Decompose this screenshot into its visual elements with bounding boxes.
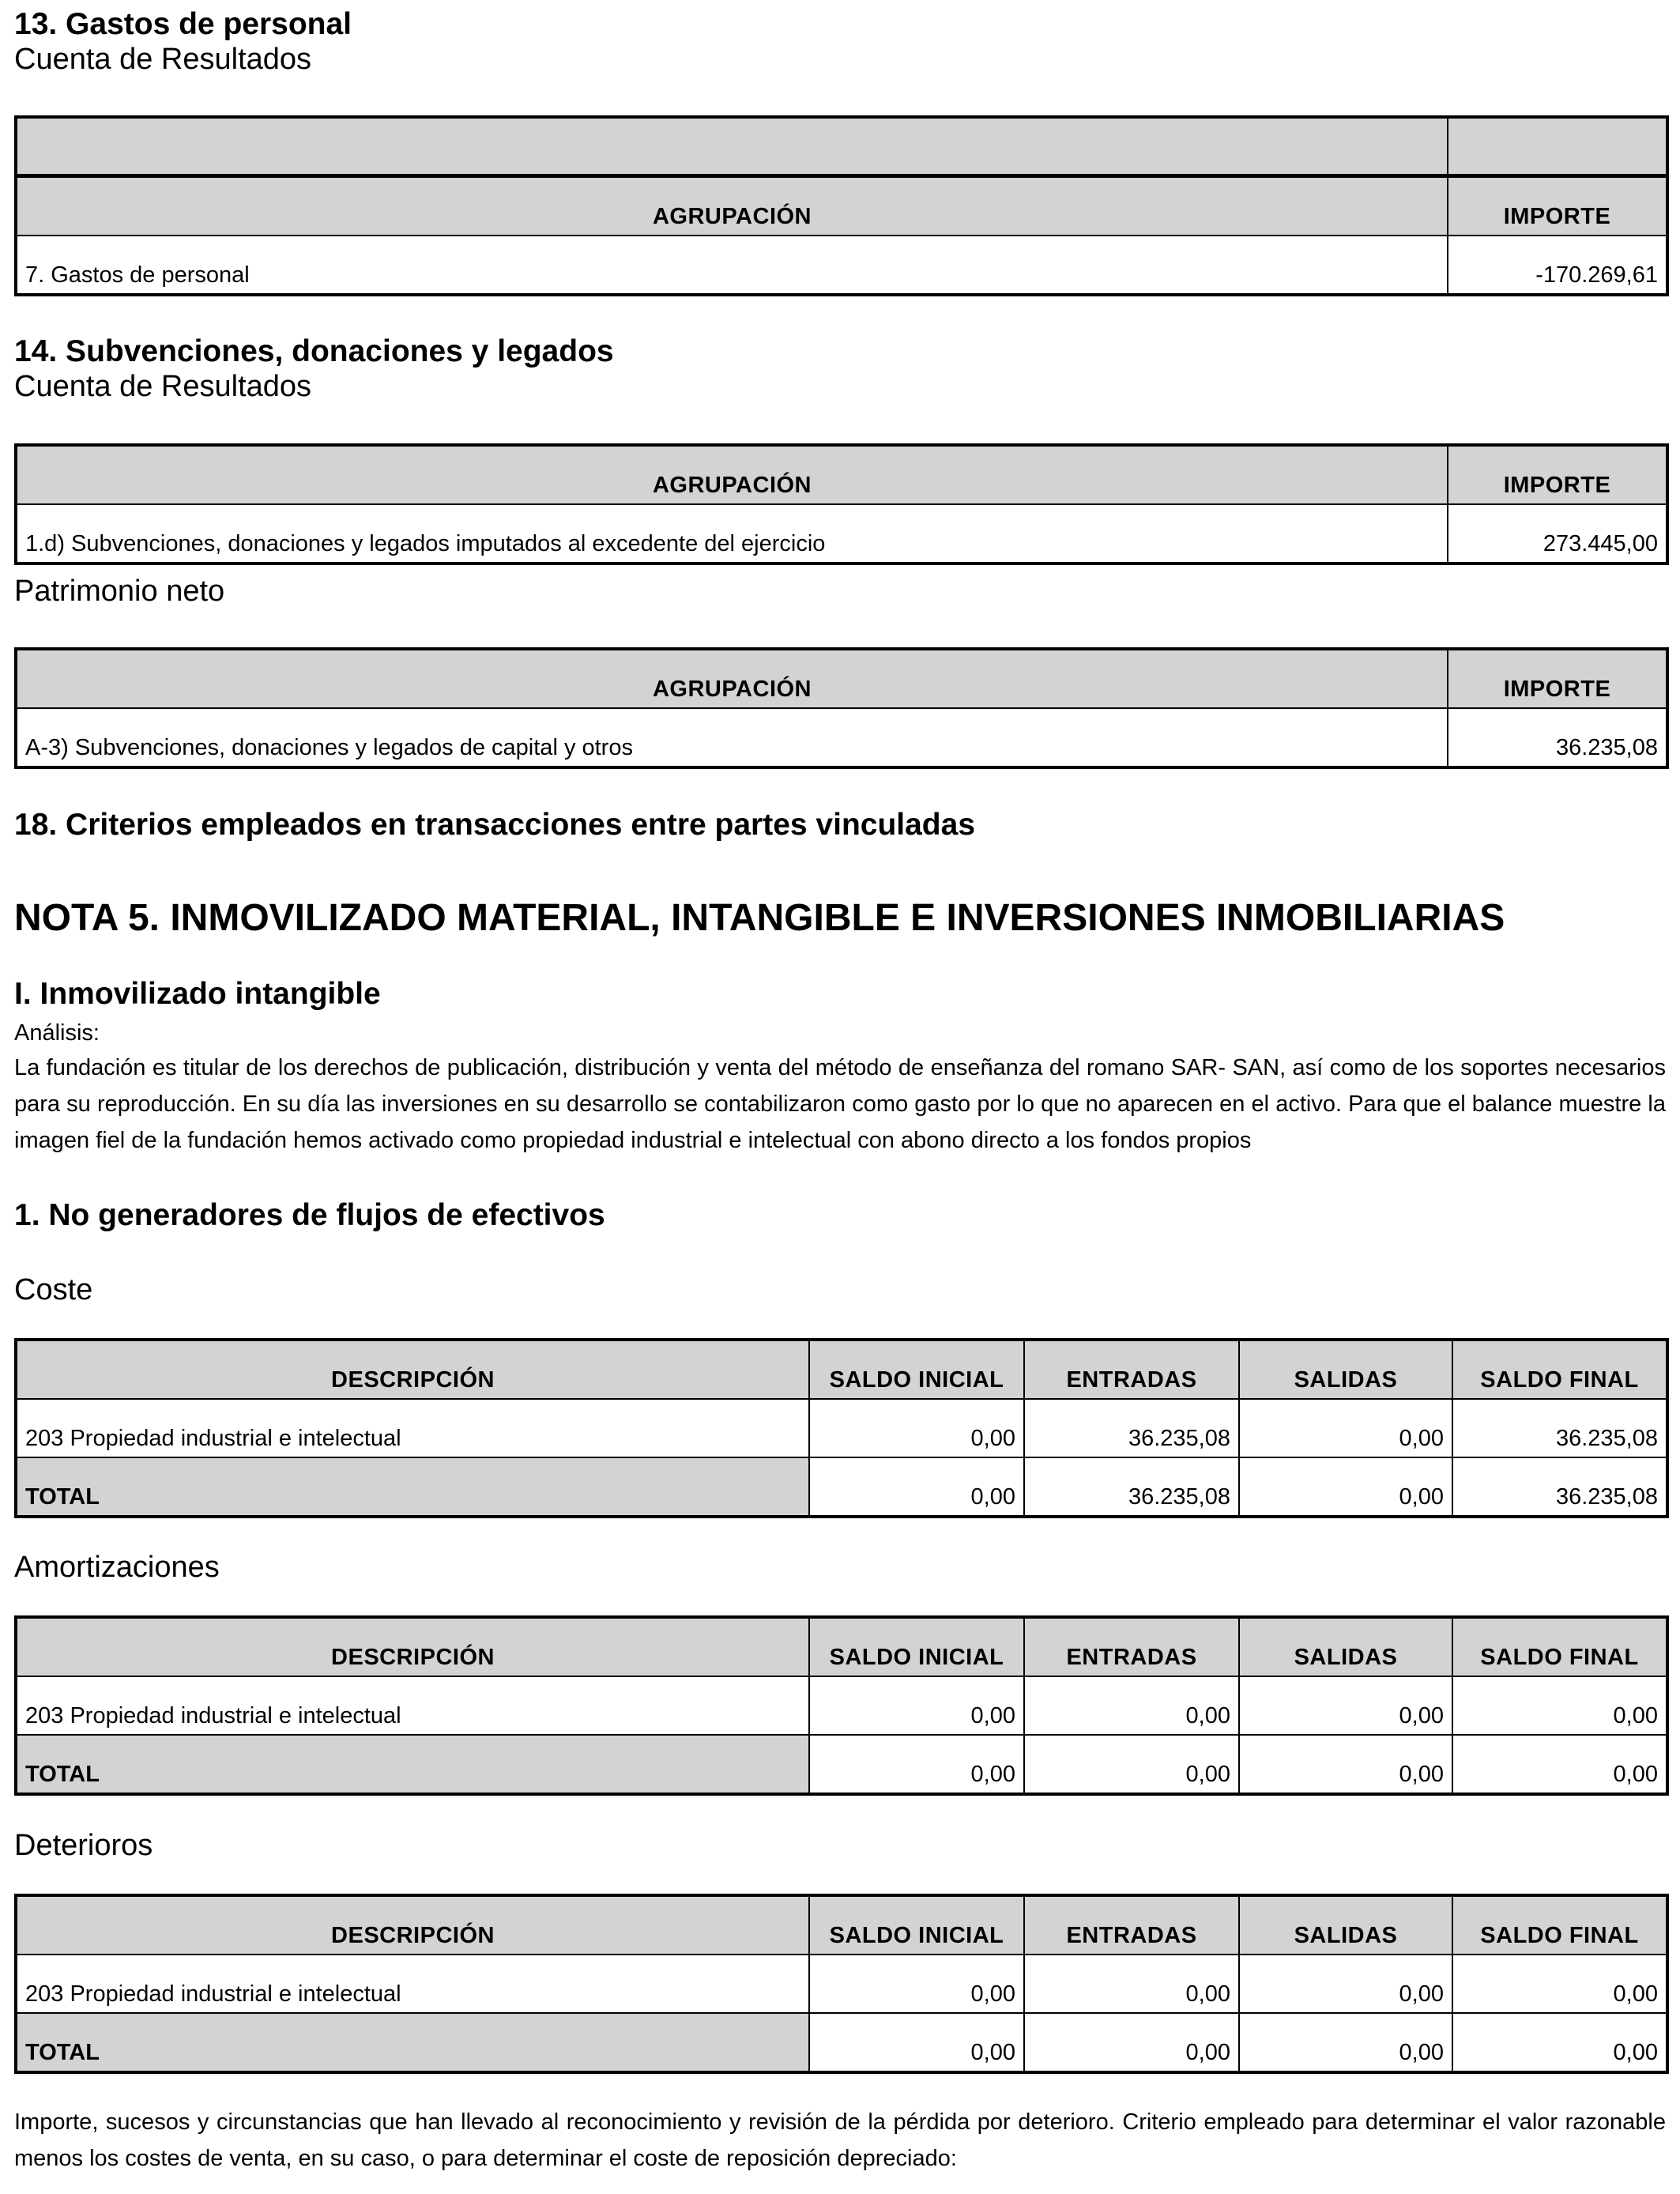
col-descripcion: DESCRIPCIÓN xyxy=(16,1340,809,1399)
analisis-paragraph: La fundación es titular de los derechos de publicación, distribución y venta del método de enseñanza del romano SAR- SAN, así como de los soportes necesarios para su reproducción. En su día las inversiones en su desarrollo se contabilizaron como gasto por lo que no aparecen en el activo. Para que el balance muestre la imagen fiel de la fundación hemos activado como propiedad industrial e intelectual con abono directo a los fondos propios xyxy=(14,1055,1666,1153)
col-importe: IMPORTE xyxy=(1448,445,1667,504)
deterioros-table xyxy=(14,1894,1669,2074)
total-saldo-final: 0,00 xyxy=(1452,2013,1667,2072)
col-salidas: SALIDAS xyxy=(1239,1340,1452,1399)
row-label: 1.d) Subvenciones, donaciones y legados imputados al excedente del ejercicio xyxy=(16,504,1448,564)
col-saldo-inicial: SALDO INICIAL xyxy=(809,1895,1024,1955)
total-label: TOTAL xyxy=(16,1457,809,1517)
section-14-title: 14. Subvenciones, donaciones y legados xyxy=(14,334,614,368)
total-saldo-final: 0,00 xyxy=(1452,1735,1667,1794)
row-saldo-inicial: 0,00 xyxy=(809,1399,1024,1457)
col-agrupacion: AGRUPACIÓN xyxy=(16,176,1448,236)
analisis-label: Análisis: xyxy=(14,1020,100,1046)
section-14-subtitle-cr: Cuenta de Resultados xyxy=(14,370,312,403)
col-importe: IMPORTE xyxy=(1448,176,1667,236)
subvenciones-cr-table xyxy=(14,443,1669,565)
col-entradas: ENTRADAS xyxy=(1024,1617,1239,1676)
table-header-row xyxy=(16,649,1667,708)
row-entradas: 0,00 xyxy=(1024,1955,1239,2013)
col-saldo-final: SALDO FINAL xyxy=(1452,1895,1667,1955)
section-13-title: 13. Gastos de personal xyxy=(14,7,352,41)
section-18-title: 18. Criterios empleados en transacciones entre partes vinculadas xyxy=(14,808,976,842)
section-13-subtitle: Cuenta de Resultados xyxy=(14,43,312,76)
total-entradas: 0,00 xyxy=(1024,2013,1239,2072)
row-label: 203 Propiedad industrial e intelectual xyxy=(16,1676,809,1735)
table-header-row xyxy=(16,1340,1667,1399)
row-salidas: 0,00 xyxy=(1239,1399,1452,1457)
amortizaciones-title: Amortizaciones xyxy=(14,1551,220,1584)
amortizaciones-table xyxy=(14,1615,1669,1796)
row-label: 7. Gastos de personal xyxy=(16,236,1448,295)
total-row xyxy=(16,1457,1667,1517)
col-importe: IMPORTE xyxy=(1448,649,1667,708)
table-row xyxy=(16,1955,1667,2013)
inmovilizado-intangible-title: I. Inmovilizado intangible xyxy=(14,977,381,1011)
table-header-row xyxy=(16,1617,1667,1676)
total-row xyxy=(16,2013,1667,2072)
row-value: -170.269,61 xyxy=(1448,236,1667,295)
col-saldo-final: SALDO FINAL xyxy=(1452,1617,1667,1676)
table-row xyxy=(16,236,1667,295)
subvenciones-pn-table xyxy=(14,647,1669,769)
no-generadores-title: 1. No generadores de flujos de efectivos xyxy=(14,1198,605,1232)
section-14-subtitle-pn: Patrimonio neto xyxy=(14,575,225,608)
coste-title: Coste xyxy=(14,1273,93,1306)
table-row xyxy=(16,1676,1667,1735)
col-entradas: ENTRADAS xyxy=(1024,1340,1239,1399)
total-entradas: 0,00 xyxy=(1024,1735,1239,1794)
row-entradas: 0,00 xyxy=(1024,1676,1239,1735)
table-header-row xyxy=(16,445,1667,504)
total-salidas: 0,00 xyxy=(1239,1457,1452,1517)
table-header-row xyxy=(16,176,1667,236)
total-saldo-inicial: 0,00 xyxy=(809,1735,1024,1794)
table-row xyxy=(16,708,1667,767)
row-saldo-final: 36.235,08 xyxy=(1452,1399,1667,1457)
coste-table xyxy=(14,1338,1669,1518)
row-salidas: 0,00 xyxy=(1239,1676,1452,1735)
total-salidas: 0,00 xyxy=(1239,1735,1452,1794)
row-entradas: 36.235,08 xyxy=(1024,1399,1239,1457)
row-saldo-inicial: 0,00 xyxy=(809,1676,1024,1735)
col-entradas: ENTRADAS xyxy=(1024,1895,1239,1955)
total-salidas: 0,00 xyxy=(1239,2013,1452,2072)
col-descripcion: DESCRIPCIÓN xyxy=(16,1895,809,1955)
row-saldo-inicial: 0,00 xyxy=(809,1955,1024,2013)
col-agrupacion: AGRUPACIÓN xyxy=(16,445,1448,504)
total-row xyxy=(16,1735,1667,1794)
total-label: TOTAL xyxy=(16,2013,809,2072)
row-saldo-final: 0,00 xyxy=(1452,1955,1667,2013)
col-descripcion: DESCRIPCIÓN xyxy=(16,1617,809,1676)
col-saldo-inicial: SALDO INICIAL xyxy=(809,1617,1024,1676)
col-saldo-final: SALDO FINAL xyxy=(1452,1340,1667,1399)
row-salidas: 0,00 xyxy=(1239,1955,1452,2013)
col-salidas: SALIDAS xyxy=(1239,1617,1452,1676)
row-saldo-final: 0,00 xyxy=(1452,1676,1667,1735)
table-blank-row xyxy=(16,117,1667,176)
total-label: TOTAL xyxy=(16,1735,809,1794)
total-saldo-inicial: 0,00 xyxy=(809,1457,1024,1517)
nota-5-title: NOTA 5. INMOVILIZADO MATERIAL, INTANGIBLE E INVERSIONES INMOBILIARIAS xyxy=(14,897,1505,939)
deterioro-criteria-paragraph: Importe, sucesos y circunstancias que han llevado al reconocimiento y revisión de la pérdida por deterioro. Criterio empleado para determinar el valor razonable menos los costes de venta, en su caso, o para determinar el coste de reposición depreciado: xyxy=(14,2109,1666,2171)
table-header-row xyxy=(16,1895,1667,1955)
row-value: 36.235,08 xyxy=(1448,708,1667,767)
deterioros-title: Deterioros xyxy=(14,1829,153,1862)
col-saldo-inicial: SALDO INICIAL xyxy=(809,1340,1024,1399)
total-entradas: 36.235,08 xyxy=(1024,1457,1239,1517)
col-salidas: SALIDAS xyxy=(1239,1895,1452,1955)
col-agrupacion: AGRUPACIÓN xyxy=(16,649,1448,708)
row-label: A-3) Subvenciones, donaciones y legados de capital y otros xyxy=(16,708,1448,767)
total-saldo-final: 36.235,08 xyxy=(1452,1457,1667,1517)
row-label: 203 Propiedad industrial e intelectual xyxy=(16,1955,809,2013)
table-row xyxy=(16,1399,1667,1457)
row-value: 273.445,00 xyxy=(1448,504,1667,564)
gastos-personal-table xyxy=(14,115,1669,296)
total-saldo-inicial: 0,00 xyxy=(809,2013,1024,2072)
row-label: 203 Propiedad industrial e intelectual xyxy=(16,1399,809,1457)
table-row xyxy=(16,504,1667,564)
